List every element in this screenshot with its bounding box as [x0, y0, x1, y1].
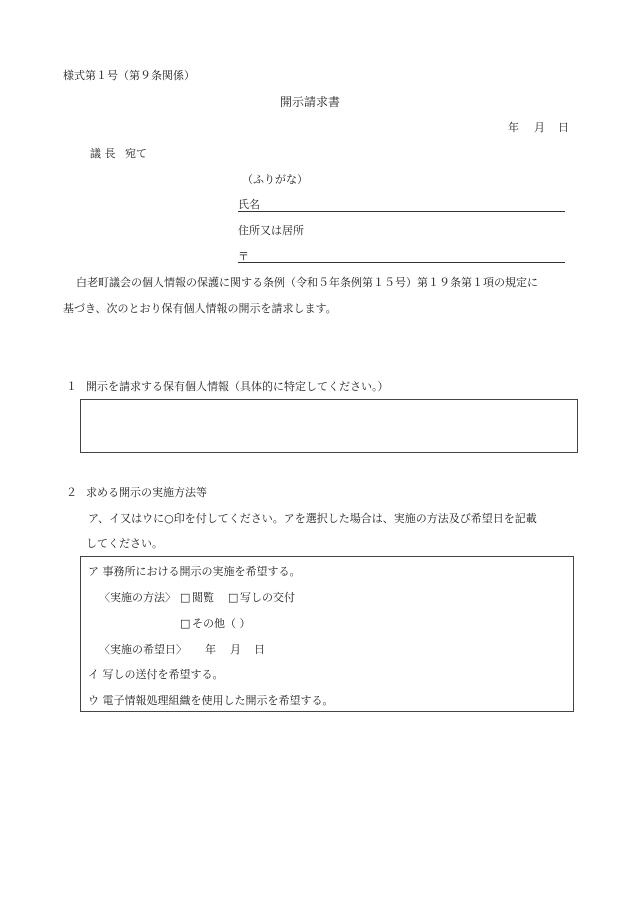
desired-date-label: 〈実施の希望日〉 — [99, 643, 187, 656]
section1-heading: 開示を請求する保有個人情報（具体的に特定してください。） — [86, 380, 389, 393]
name-label: 氏名 — [238, 198, 260, 211]
address-label: 住所又は居所 — [238, 224, 304, 237]
method-browse-checkbox[interactable]: □ — [180, 591, 191, 604]
furigana-label: （ふりがな） — [242, 173, 308, 186]
desired-date-month: 月 — [230, 643, 241, 656]
date-month-label: 月 — [534, 121, 545, 134]
method-other-checkbox[interactable]: □ — [180, 617, 191, 630]
postal-mark: 〒 — [238, 250, 249, 263]
desired-date-year: 年 — [205, 643, 216, 656]
option-u[interactable]: ウ 電子情報処理組織を使用した開示を希望する。 — [88, 694, 334, 707]
date-year-label: 年 — [508, 121, 519, 134]
form-number: 様式第１号（第９条関係） — [63, 69, 195, 82]
method-copy-label: 写しの交付 — [240, 591, 295, 604]
section2-number: ２ — [66, 486, 77, 499]
option-i[interactable]: イ 写しの送付を希望する。 — [88, 668, 224, 681]
method-browse-label: 閲覧 — [192, 591, 214, 604]
addressee-suffix: 宛て — [125, 147, 147, 160]
option-a[interactable]: ア 事務所における開示の実施を希望する。 — [88, 565, 301, 578]
method-copy-checkbox[interactable]: □ — [228, 591, 239, 604]
address-field[interactable] — [238, 262, 565, 263]
section2-instruction-line-2: してください。 — [86, 537, 163, 550]
requested-info-field[interactable] — [80, 399, 578, 453]
page-title: 開示請求書 — [280, 95, 341, 109]
intro-line-1: 白老町議会の個人情報の保護に関する条例（令和５年条例第１５号）第１９条第１項の規定に — [76, 276, 538, 289]
method-other-label: その他（ ） — [192, 617, 251, 630]
method-label: 〈実施の方法〉 — [99, 591, 176, 604]
section2-instruction-line-1: ア、イ又はウに○印を付してください。アを選択した場合は、実施の方法及び希望日を記載 — [88, 512, 537, 525]
desired-date-day: 日 — [254, 643, 265, 656]
name-field[interactable] — [238, 211, 565, 212]
addressee-name: 議 長 — [90, 147, 116, 160]
intro-line-2: 基づき、次のとおり保有個人情報の開示を請求します。 — [63, 302, 337, 315]
section1-number: １ — [66, 380, 77, 393]
date-day-label: 日 — [558, 121, 569, 134]
disclosure-method-box — [80, 556, 574, 712]
section2-heading: 求める開示の実施方法等 — [86, 486, 207, 499]
